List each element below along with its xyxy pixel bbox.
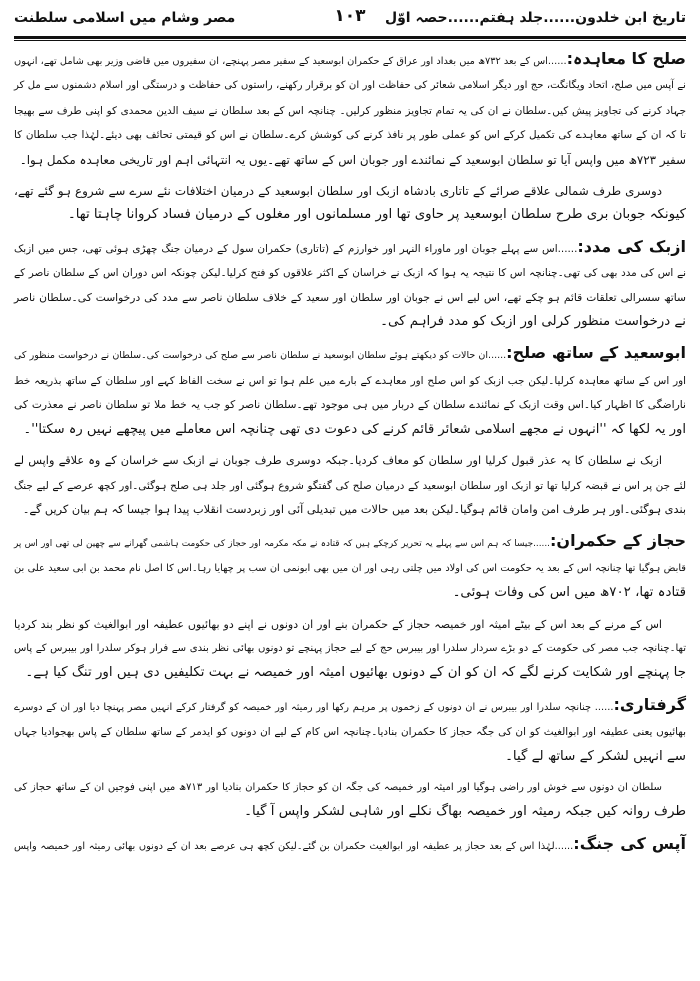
- line-text: تھا۔چنانچہ جب مصر کی حکومت کے دو بڑے سردار سلدرا اور بیبرس حج کے لیے حجاز پہنچے تو دونوں بھائی نظر بندی سے فرار ہوکر سلدرا اور بیبرس کے پاس: [14, 642, 686, 654]
- paragraph: [14, 341, 686, 442]
- line-text: سفیر ۷۲۳ھ میں واپس آیا تو سلطان ابوسعید کے نمائندے اور جوبان اس کے ساتھ تھے۔یوں یہ انتہائی اہم اور تاریخی معاہدہ مکمل ہوا۔: [19, 152, 686, 167]
- text-line: [14, 123, 686, 147]
- text-line: [14, 474, 686, 498]
- text-line: [14, 286, 686, 310]
- line-text: ......لہٰذا اس کے بعد حجاز پر عطیفہ اور ابوالغیث حکمران بن گئے۔لیکن کچھ ہی عرصے بعد ان کے دونوں بھائی رمیثہ اور خمیصہ واپس: [14, 840, 574, 852]
- chapter-title: مصر وشام میں اسلامی سلطنت: [14, 10, 236, 26]
- section-heading: ازبک کی مدد:: [577, 236, 686, 256]
- line-text: ازبک نے سلطان کا یہ عذر قبول کرلیا اور سلطان کو معاف کردیا۔جبکہ دوسری طرف جوبان نے ازبک سے خراسان کے وہ علاقے واپس لے: [14, 454, 662, 468]
- section-heading: گرفتاری:: [613, 694, 686, 714]
- paragraph: [14, 449, 686, 522]
- text-line: [14, 310, 686, 334]
- text-line: [14, 179, 686, 203]
- line-text: بھائیوں یعنی عطیفہ اور ابوالغیث کو ان کی جگہ حجاز کا حکمران بنادیا۔چنانچہ اس کام کے لیے ان دونوں کو ایدمر کے ساتھ سلطان کے پاس بھجوادیا جہاں: [14, 726, 686, 739]
- text-line: [14, 74, 686, 98]
- page-header: [14, 0, 686, 36]
- line-text: سے انہیں لشکر کے ساتھ لے گیا۔: [505, 748, 686, 764]
- text-line: [14, 720, 686, 744]
- line-text: بندی ہوگئی۔اور ہر طرف امن وامان قائم ہوگیا۔لیکن بعد میں حالات میں تبدیلی آئی اور زبردست انقلاب پیدا ہوا جیسا کہ ہم بیان کریں گے۔: [22, 502, 686, 516]
- text-line: [14, 581, 686, 605]
- text-line: [14, 393, 686, 417]
- text-line: [14, 99, 686, 123]
- line-text: جا پہنچے اور شکایت کرنے لگے کہ ان کو ان کے دونوں بھائیوں امیثہ اور خمیصہ نے بہت تکلیفیں دی ہیں اور تنگ کیا ہے۔: [25, 665, 686, 681]
- text-line: [14, 148, 686, 172]
- text-line: [14, 47, 686, 74]
- line-text: دوسری طرف شمالی علاقے صرائے کے تاتاری بادشاہ ازبک اور سلطان ابوسعید کے درمیان اختلافات نئے سرے سے شروع ہو گئے تھے،: [14, 184, 662, 199]
- text-line: [14, 529, 686, 556]
- text-line: [14, 800, 686, 824]
- line-text: اور یہ لکھا کہ ''انہوں نے مجھے اسلامی شعائر قائم کرنے کی دعوت دی تھی چنانچہ اس معاملے میں پیچھے نہیں رہ سکتا''۔: [23, 421, 686, 437]
- text-line: [14, 418, 686, 442]
- line-text: تا کہ ان کے ساتھ معاہدے کی تکمیل کرکے اس کو عملی طور پر نافذ کرنے کی کوشش کرے۔سلطان نے اس کو قیمتی تحائف بھی دیئے۔لہٰذا جب سلطان کا: [14, 129, 686, 142]
- line-text: ساتھ سسرالی تعلقات قائم ہو چکے تھے، اس لیے اس نے جوبان اور سلطان اور سعید کے خلاف سلطان ناصر سے مدد کی درخواست کی۔سلطان ناصر: [14, 290, 686, 304]
- text-line: [14, 235, 686, 261]
- text-line: [14, 637, 686, 661]
- text-line: [14, 832, 686, 859]
- paragraph: [14, 832, 686, 859]
- text-line: [14, 203, 686, 227]
- line-text: کیونکہ جوبان بری طرح سلطان ابوسعید پر حاوی تھا اور مسلمانوں اور مغلوں کے درمیان فساد کروانا چاہتا تھا۔: [67, 207, 686, 223]
- section-heading: آپس کی جنگ:: [573, 833, 686, 853]
- line-text: اس کے مرنے کے بعد اس کے بیٹے امیثہ اور خمیصہ حجاز کے حکمران بنے اور ان دونوں نے اپنے دو بھائیوں عطیفہ اور ابوالغیث کو نظر بند کردیا: [14, 617, 662, 631]
- paragraph: [14, 47, 686, 172]
- line-text: ...... چنانچہ سلدرا اور بیبرس نے ان دونوں کے زخموں پر مرہم رکھا اور رمیثہ اور خمیصہ کو گرفتار کرکے انہیں مصر پہنچا دیا اور ان کے دوسرے: [14, 701, 614, 713]
- line-text: ......ان حالات کو دیکھتے ہوئے سلطان ابوسعید نے سلطان ناصر سے صلح کی درخواست کی۔سلطان نے درخواست منظور کی: [14, 350, 507, 362]
- line-text: اور اس کے ساتھ معاہدہ کرلیا۔لیکن جب ازبک کو اس صلح اور معاہدے کے بارے میں علم ہوا تو اس نے سخت الفاظ کہے اور سلطان کے ساتھ بذریعہ خط: [14, 374, 686, 387]
- text-line: [14, 341, 686, 368]
- text-line: [14, 498, 686, 522]
- page-number: ۱۰۳: [334, 6, 366, 26]
- text-line: [14, 661, 686, 685]
- line-text: نے آپس میں صلح، اتحاد ویگانگت، حج اور دیگر اسلامی شعائر کی حفاظت اور ان کو برقرار رکھنے، راستوں کی حفاظت و درستگی اور اسلام دشمنوں سے مل کر: [14, 80, 686, 92]
- page-body: [14, 47, 686, 859]
- text-line: [14, 613, 686, 637]
- paragraph: [14, 776, 686, 825]
- paragraph: [14, 613, 686, 686]
- paragraph: [14, 529, 686, 605]
- line-text: ......اس کے بعد ۷۳۲ھ میں بغداد اور عراق کے حکمران ابوسعید کے سفیر مصر پہنچے، ان سفیروں میں قاضی وزیر بھی شامل تھے، انہوں: [14, 56, 567, 67]
- header-divider: [14, 36, 686, 41]
- text-line: [14, 449, 686, 473]
- paragraph: [14, 235, 686, 335]
- book-page: [14, 0, 686, 866]
- line-text: ......اس سے پہلے جوبان اور ماوراء النہر اور خوارزم کے (تاتاری) حکمران سول کے درمیان جنگ چھڑی ہوئی تھی، جس میں ازبک: [14, 242, 578, 255]
- section-heading: ابوسعید کے ساتھ صلح:: [506, 343, 686, 363]
- line-text: ......جیسا کہ ہم اس سے پہلے یہ تحریر کرچکے ہیں کہ قتادہ نے مکہ مکرمہ اور حجاز کی حکومت ہاشمی گھرانے سے چھین لی تھی اور اس پر: [14, 539, 551, 550]
- line-text: قابض ہوگیا تھا چنانچہ اس کے بعد یہ حکومت اس کی اولاد میں چلتی رہی اور ان میں بھی ابونمی ان سب پر چھایا رہا۔اس کا اصل نام محمد بن ابی سعید علی بن: [14, 562, 686, 574]
- section-heading: صلح کا معاہدہ:: [566, 49, 686, 68]
- text-line: [14, 776, 686, 800]
- line-text: ناراضگی کا اظہار کیا۔اس وقت ازبک کے نمائندے سلطان کے دربار میں ہی موجود تھے۔سلطان ناصر کو جب یہ خط ملا تو سلطان ناصر نے معذرت کی: [14, 398, 686, 412]
- text-line: [14, 261, 686, 285]
- line-text: لئے جن پر اس نے قبضہ کرلیا تھا تو ازبک اور سلطان ابوسعید کے درمیان صلح کی گفتگو شروع ہوگئی اور جلد ہی صلح ہوگئی۔اور کچھ عرصے کے لیے جنگ: [14, 479, 686, 492]
- paragraph: [14, 693, 686, 769]
- section-heading: حجاز کے حکمران:: [550, 531, 687, 551]
- line-text: سلطان ان دونوں سے خوش اور راضی ہوگیا اور امیثہ اور خمیصہ کی جگہ ان کو حجاز کا حکمران بنادیا اور ۷۱۳ھ میں اپنی فوجیں ان کے ساتھ حجاز کی: [14, 781, 662, 793]
- line-text: نے اس کی مدد بھی کی تھی۔چنانچہ اس کا نتیجہ یہ ہوا کہ ازبک نے خراسان کے اکثر علاقوں کو فتح کرلیا۔لیکن چونکہ اس دوران اس کے سلطان ناصر کے: [14, 267, 686, 280]
- line-text: قتادہ تھا، ۷۰۲ھ میں اس کی وفات ہوئی۔: [452, 585, 686, 601]
- text-line: [14, 369, 686, 393]
- text-line: [14, 693, 686, 720]
- text-line: [14, 557, 686, 581]
- line-text: نے درخواست منظور کرلی اور ازبک کو مدد فراہم کی۔: [380, 314, 686, 330]
- text-line: [14, 745, 686, 769]
- paragraph: [14, 179, 686, 228]
- line-text: جہاد کرنے کی تجاویز پیش کیں۔سلطان نے ان کی یہ تمام تجاویز منظور کرلیں۔ چنانچہ اس کے بعد سلطان نے سیف الدین محمدی کو اپنی طرف سے بھیجا: [14, 104, 686, 117]
- line-text: طرف روانہ کیں جبکہ رمیثہ اور خمیصہ بھاگ نکلے اور شاہی لشکر واپس آ گیا۔: [244, 804, 686, 820]
- book-title: تاریخ ابن خلدون......جلد ہفتم......حصہ اوّل: [384, 10, 686, 26]
